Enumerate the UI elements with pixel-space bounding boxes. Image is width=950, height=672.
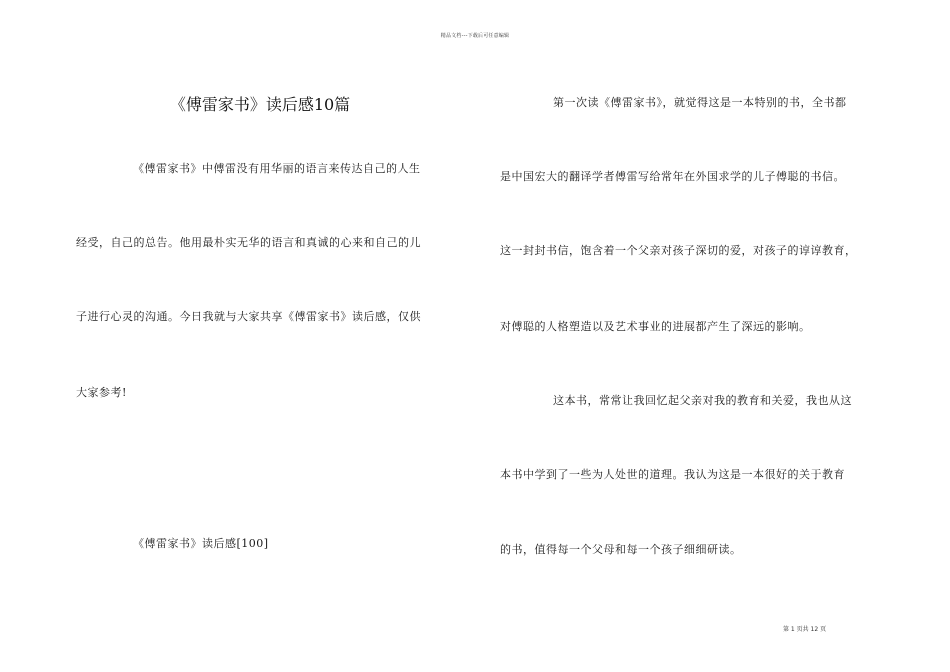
para2-line-1: 这本书，常常让我回忆起父亲对我的教育和关爱，我也从这 [553, 394, 852, 407]
intro-line-2: 经受，自己的总告。他用最朴实无华的语言和真诚的心来和自己的儿 [76, 236, 421, 249]
intro-line-4: 大家参考! [76, 386, 127, 399]
para1-line-2: 是中国宏大的翻译学者傅雷写给常年在外国求学的儿子傅聪的书信。 [500, 170, 845, 183]
para1-line-3: 这一封封书信，饱含着一个父亲对孩子深切的爱，对孩子的谆谆教育， [500, 244, 857, 257]
para1-line-4: 对傅聪的人格塑造以及艺术事业的进展都产生了深远的影响。 [500, 320, 811, 333]
intro-line-3: 子进行心灵的沟通。今日我就与大家共享《傅雷家书》读后感，仅供 [76, 310, 421, 323]
section-subheading: 《傅雷家书》读后感[100] [133, 537, 269, 550]
header-watermark: 精品文档---下载后可任意编辑 [440, 33, 510, 39]
para2-line-3: 的书，值得每一个父母和每一个孩子细细研读。 [500, 543, 742, 556]
para2-line-2: 本书中学到了一些为人处世的道理。我认为这是一本很好的关于教育 [500, 468, 845, 481]
para1-line-1: 第一次读《傅雷家书》，就觉得这是一本特别的书，全书都 [553, 96, 847, 109]
page-number: 第 1 页共 12 页 [783, 626, 827, 633]
intro-line-1: 《傅雷家书》中傅雷没有用华丽的语言来传达自己的人生 [133, 162, 421, 175]
document-title: 《傅雷家书》读后感10篇 [169, 95, 351, 114]
